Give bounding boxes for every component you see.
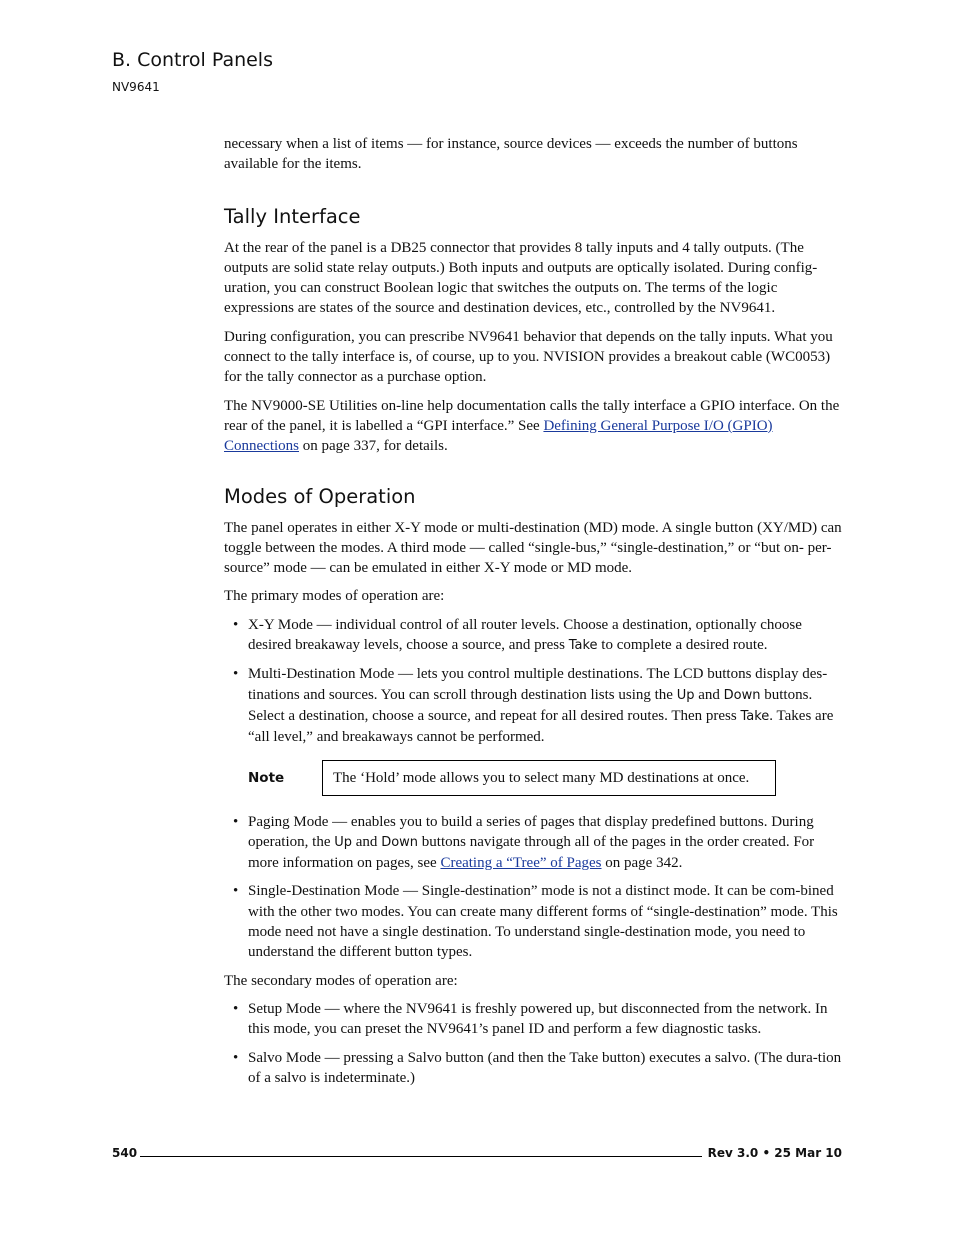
tally-paragraph-3 — [224, 396, 844, 457]
md-text-a: Multi-Destination Mode — lets you control multiple destinations. The LCD buttons display des-tinations and sources. You can scroll through destination lists using the — [248, 666, 828, 703]
md-text-and: and — [694, 686, 724, 703]
body-content — [224, 134, 844, 1096]
md-text-b: buttons. Select a destination, choose a source, and repeat for all desired routes. Then press — [248, 686, 813, 724]
primary-modes-intro: The primary modes of operation are: — [224, 588, 445, 605]
xy-text-b: to complete a desired route. — [597, 637, 768, 654]
secondary-modes-list — [224, 999, 844, 1088]
tally-p3-text-a: The NV9000-SE Utilities on-line help documentation calls the tally interface a GPIO interface. On the rear of the panel, it is labelled a “GPI interface.” See — [224, 397, 840, 434]
note-label: Note — [248, 769, 285, 786]
up-button-ref: Up — [676, 687, 695, 703]
page-header-title: B. Control Panels — [112, 49, 273, 71]
take-button-ref: Take — [568, 638, 598, 654]
tally-paragraph-2: During configuration, you can prescribe NV9641 behavior that depends on the tally inputs. What you connect to the tally interface is, of course, up to you. NVISION provides a breakout cable (WC0053) for the tally connector as a purchase option. — [224, 328, 833, 386]
down-button-ref: Down — [723, 687, 761, 703]
intro-paragraph: necessary when a list of items — for instance, source devices — exceeds the number of buttons available for the items. — [224, 136, 798, 173]
list-item-paging-mode — [224, 812, 844, 874]
down-button-ref: Down — [381, 834, 419, 850]
list-item-single-destination-mode: • Single-Destination Mode — Single-destination” mode is not a distinct mode. It can be com-bined with the other two modes. You can create many different forms of “single-destination” mode. This mode need not have a single destination. To understand single-destination mode, you need to understand the different button types. — [224, 881, 844, 962]
tally-heading: Tally Interface — [224, 204, 361, 228]
paging-text-b: buttons navigate through all of the pages in the order created. For more information on pages, see — [248, 833, 815, 872]
tally-p3-text-b: on page 337, for details. — [299, 438, 448, 455]
secondary-modes-intro: The secondary modes of operation are: — [224, 972, 458, 989]
tree-of-pages-link[interactable]: Creating a “Tree” of Pages — [440, 855, 602, 872]
note-box: The ‘Hold’ mode allows you to select many MD destinations at once. — [322, 760, 776, 796]
list-item-setup-mode: • Setup Mode — where the NV9641 is freshly powered up, but disconnected from the network. In this mode, you can preset the NV9641’s panel ID and perform a few diagnostic tasks. — [224, 999, 844, 1040]
modes-paragraph-1: The panel operates in either X-Y mode or multi-destination (MD) mode. A single button (XY/MD) can toggle between the modes. A third mode — called “single-bus,” “single-destination,” or “but on- per-source” mode — can be emulated in either X-Y mode or MD mode. — [224, 519, 842, 577]
note-callout — [224, 760, 844, 798]
primary-modes-list — [224, 615, 844, 748]
up-button-ref: Up — [334, 834, 353, 850]
take-button-ref: Take — [740, 708, 770, 724]
revision-date: Rev 3.0 • 25 Mar 10 — [707, 1146, 842, 1160]
paging-text-c: on page 342. — [601, 855, 683, 872]
page-number: 540 — [112, 1146, 138, 1160]
list-item-md-mode — [224, 664, 844, 747]
list-item-salvo-mode: • Salvo Mode — pressing a Salvo button (and then the Take button) executes a salvo. (The dura-tion of a salvo is indeterminate.) — [224, 1048, 844, 1089]
tally-paragraph-1: At the rear of the panel is a DB25 connector that provides 8 tally inputs and 4 tally outputs. (The outputs are solid state relay outputs.) Both inputs and outputs are optically isolated. During config-uration, you can construct Boolean logic that switches the outputs on. The terms of the logic expressions are states of the source and destination devices, etc., controlled by the NV9641. — [224, 239, 818, 317]
md-text-c: . Takes are “all level,” and breakaways cannot be performed. — [248, 707, 834, 746]
list-item-xy-mode — [224, 615, 844, 657]
paging-text-and: and — [352, 833, 382, 850]
gpio-connections-link[interactable]: Defining General Purpose I/O (GPIO) Connections — [224, 417, 773, 455]
footer-divider — [140, 1156, 702, 1157]
page-header-subtitle: NV9641 — [112, 80, 160, 94]
paging-text-a: Paging Mode — enables you to build a series of pages that display predefined buttons. During operation, the — [248, 813, 814, 850]
xy-text-a: X-Y Mode — individual control of all router levels. Choose a destination, optionally choose desired breakaway levels, choose a source, and press — [248, 616, 802, 654]
modes-heading: Modes of Operation — [224, 484, 416, 508]
primary-modes-list-continued — [224, 812, 844, 963]
